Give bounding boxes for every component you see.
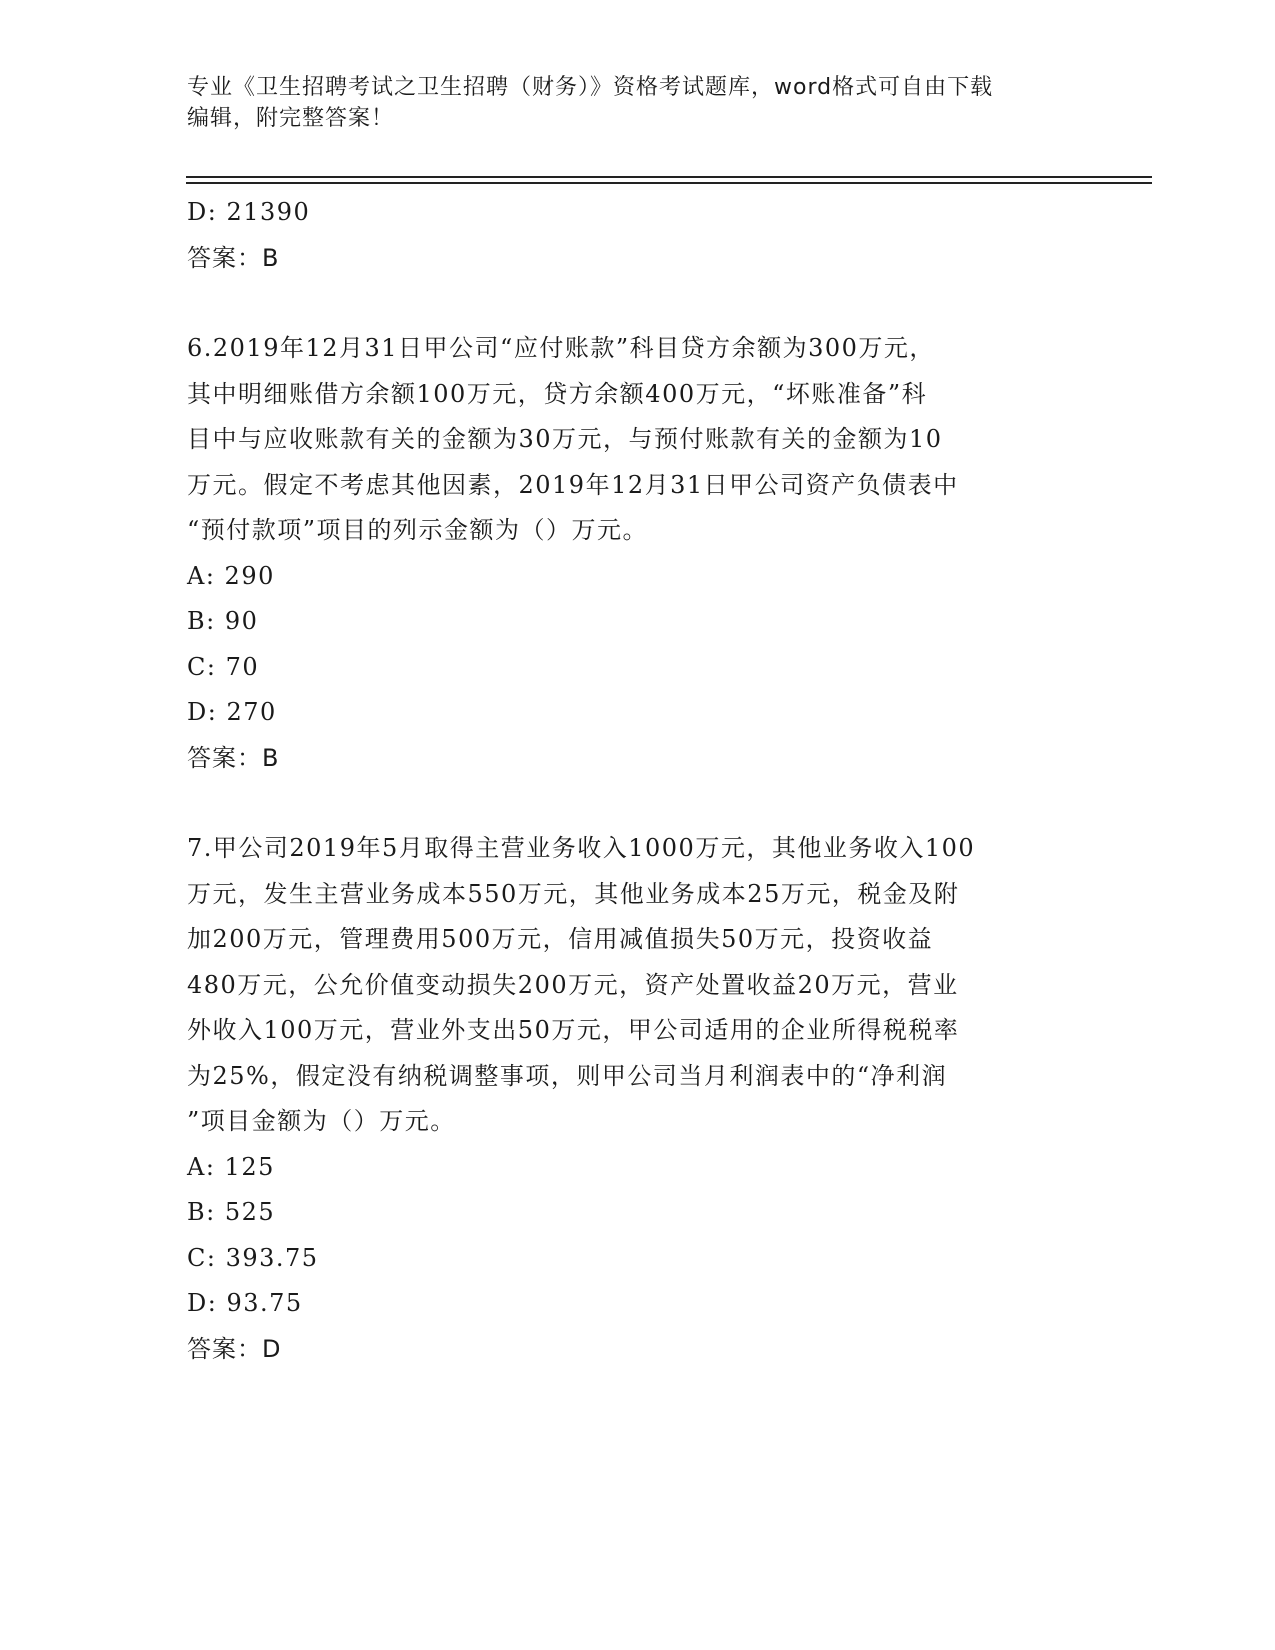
option-b: B: 525 xyxy=(187,1198,276,1226)
document-body xyxy=(187,190,1087,1372)
answer-line: 答案：B xyxy=(187,743,280,772)
question-text-line: 外收入100万元，营业外支出50万元，甲公司适用的企业所得税税率 xyxy=(187,1016,960,1044)
question-6 xyxy=(187,326,1087,781)
question-text-line: 480万元，公允价值变动损失200万元，资产处置收益20万元，营业 xyxy=(187,970,959,999)
answer-line: 答案：D xyxy=(187,1334,282,1363)
question-7 xyxy=(187,826,1087,1372)
spacer xyxy=(187,281,1087,326)
option-d: D: 21390 xyxy=(187,198,311,226)
spacer xyxy=(187,781,1087,826)
question-text-line: 6.2019年12月31日甲公司“应付账款”科目贷方余额为300万元， xyxy=(187,334,935,362)
question-text-line: ”项目金额为（）万元。 xyxy=(187,1107,456,1135)
question-text-line: 目中与应收账款有关的金额为30万元，与预付账款有关的金额为10 xyxy=(187,425,943,453)
header-line-2: 编辑，附完整答案！ xyxy=(187,106,395,131)
option-a: A: 125 xyxy=(187,1152,275,1181)
question-text-line: 7.甲公司2019年5月取得主营业务收入1000万元，其他业务收入100 xyxy=(187,834,976,862)
question-text-line: 万元。假定不考虑其他因素，2019年12月31日甲公司资产负债表中 xyxy=(187,470,959,499)
question-text-line: 加200万元，管理费用500万元，信用减值损失50万元，投资收益 xyxy=(187,925,934,953)
header-rule-bottom xyxy=(186,182,1152,184)
document-header xyxy=(187,72,1087,134)
option-c: C: 393.75 xyxy=(187,1243,319,1272)
option-a: A: 290 xyxy=(187,561,275,590)
question-text-line: 为25%，假定没有纳税调整事项，则甲公司当月利润表中的“净利润 xyxy=(187,1061,948,1090)
question-text-line: “预付款项”项目的列示金额为（）万元。 xyxy=(187,516,649,544)
option-c: C: 70 xyxy=(187,652,260,681)
question-text-line: 万元，发生主营业务成本550万元，其他业务成本25万元，税金及附 xyxy=(187,879,960,908)
previous-question-tail xyxy=(187,190,1087,281)
question-text-line: 其中明细账借方余额100万元，贷方余额400万元，“坏账准备”科 xyxy=(187,379,928,408)
option-d: D: 270 xyxy=(187,698,277,726)
header-line-1: 专业《卫生招聘考试之卫生招聘（财务）》资格考试题库，word格式可自由下载 xyxy=(187,75,994,100)
header-rule-top xyxy=(186,176,1152,178)
answer-line: 答案：B xyxy=(187,243,280,272)
option-b: B: 90 xyxy=(187,607,259,635)
option-d: D: 93.75 xyxy=(187,1289,303,1317)
